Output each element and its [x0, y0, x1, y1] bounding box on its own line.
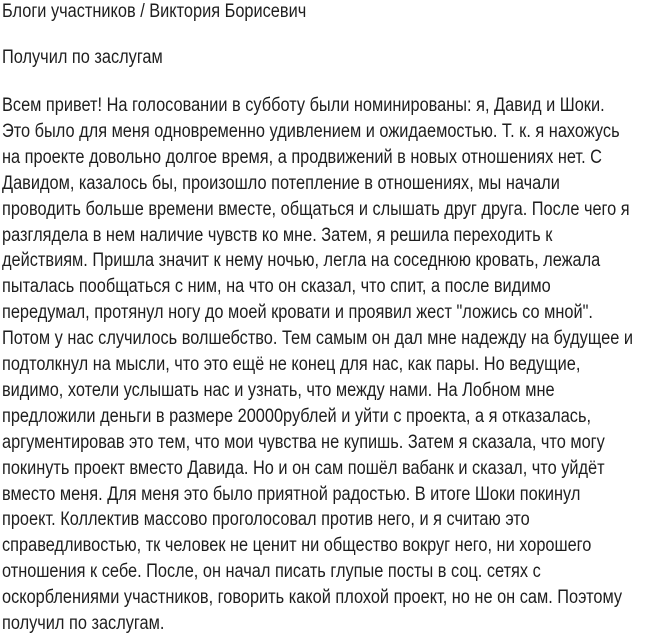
breadcrumb: Блоги участников / Виктория Борисевич: [2, 1, 307, 22]
body-line: передумал, протянул ногу до моей кровати и проявил жест "ложись со мной".: [2, 302, 593, 324]
body-line: справедливостью, тк человек не ценит ни общество вокруг него, ни хорошего: [2, 535, 592, 557]
body-line: действиям. Пришла значит к нему ночью, легла на соседнюю кровать, лежала: [2, 250, 601, 272]
body-line: покинуть проект вместо Давида. Но и он сам пошёл вабанк и сказал, что уйдёт: [2, 457, 605, 479]
body-line: Потом у нас случилось волшебство. Тем самым он дал мне надежду на будущее и: [2, 328, 633, 350]
body-line: Всем привет! На голосовании в субботу были номинированы: я, Давид и Шоки.: [2, 95, 605, 116]
body-line: получил по заслугам.: [2, 613, 165, 634]
body-line: Это было для меня одновременно удивлением и ожидаемостью. Т. к. я нахожусь: [2, 120, 620, 142]
body-line: проводить больше времени вместе, общаться и слышать друг друга. После чего я: [2, 198, 630, 220]
body-line: пыталась пообщаться с ним, на что он сказал, что спит, а после видимо: [2, 276, 551, 298]
body-line: предложили деньги в размере 20000рублей и уйти с проекта, а я отказалась,: [2, 405, 592, 427]
body-line: на проекте довольно долгое время, а продвижений в новых отношениях нет. С: [2, 146, 602, 168]
body-line: Давидом, казалось бы, произошло потепление в отношениях, мы начали: [2, 172, 560, 194]
body-line: разглядела в нем наличие чувств ко мне. Затем, я решила переходить к: [2, 224, 553, 246]
body-line: аргументировав это тем, что мои чувства не купишь. Затем я сказала, что могу: [2, 431, 605, 453]
body-line: вместо меня. Для меня это было приятной радостью. В итоге Шоки покинул: [2, 483, 581, 505]
post-title: Получил по заслугам: [2, 47, 163, 68]
body-line: видимо, хотели услышать нас и узнать, что между нами. На Лобном мне: [2, 379, 555, 401]
body-line: проект. Коллектив массово проголосовал против него, и я считаю это: [2, 509, 530, 531]
body-line: подтолкнул на мысли, что это ещё не конец для нас, как пары. Но ведущие,: [2, 354, 581, 375]
body-line: оскорблениями участников, говорить какой плохой проект, но не он сам. Поэтому: [2, 587, 623, 609]
body-line: отношения к себе. После, он начал писать глупые посты в соц. сетях с: [2, 561, 541, 583]
